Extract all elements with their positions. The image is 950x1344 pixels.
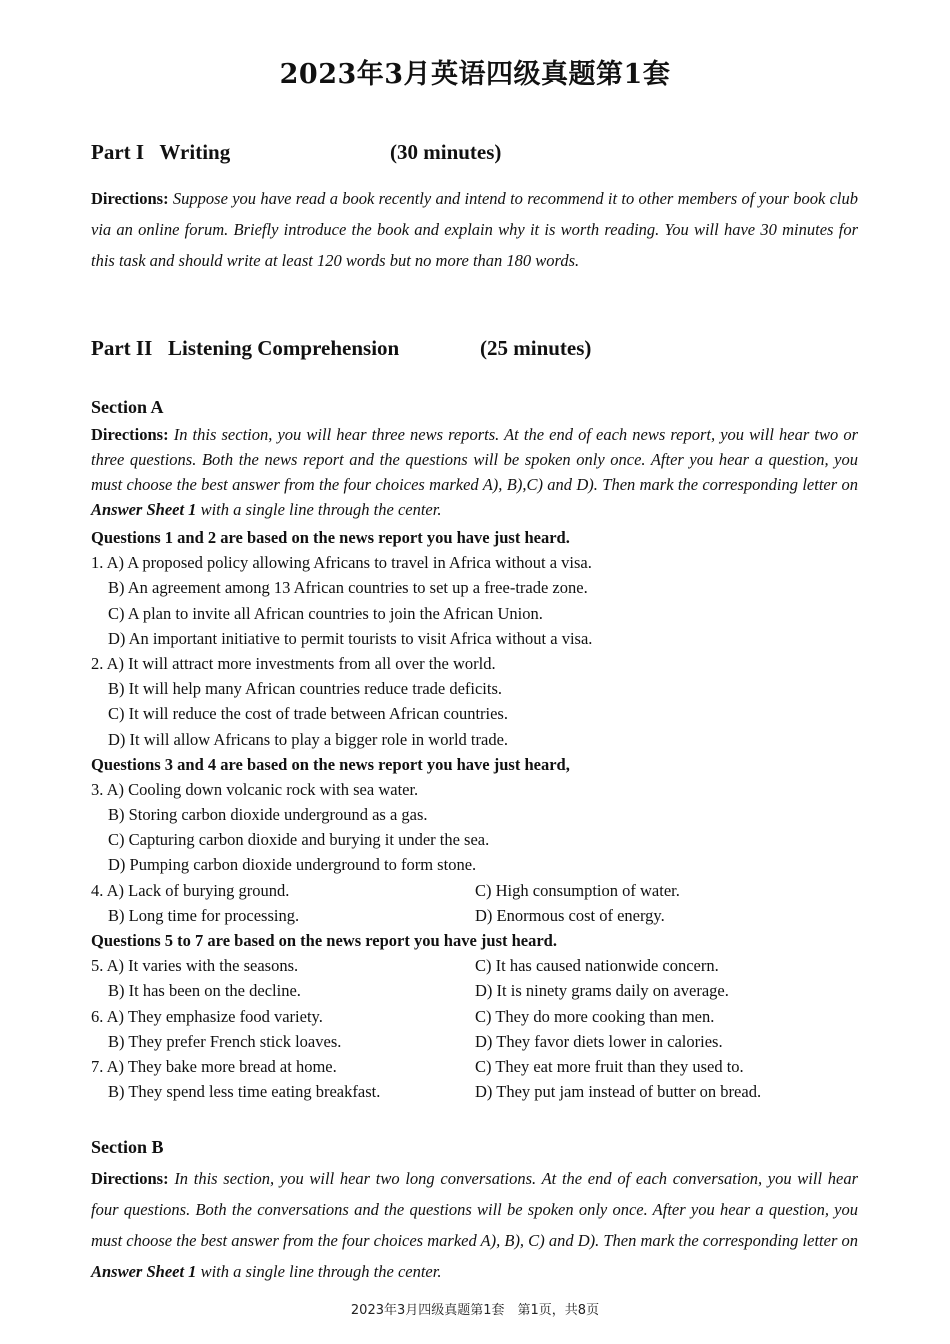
q1-option-a: 1. A) A proposed policy allowing Africans to travel in Africa without a visa. (91, 553, 592, 573)
q1-option-d: D) An important initiative to permit tourists to visit Africa without a visa. (108, 628, 593, 648)
q5-row-1 (91, 953, 858, 978)
q5-row-2 (91, 978, 858, 1003)
q4-option-d: D) Enormous cost of energy. (475, 905, 665, 925)
q6-option-d: D) They favor diets lower in calories. (475, 1031, 723, 1051)
q6-row-1 (91, 1004, 858, 1029)
q4-option-b: B) Long time for processing. (108, 905, 300, 925)
directions-text-end: with a single line through the center. (200, 500, 442, 519)
directions-text: In this section, you will hear two long conversations. At the end of each conversation, you will hear four questions. Both the conversations and the questions will be spoken only once. After you hear a question, you must choose the best answer from the four choices marked A), B), C) and D). Then mark the corresponding letter on (91, 1169, 859, 1250)
part2-time: (25 minutes) (480, 336, 592, 360)
q7-option-b: B) They spend less time eating breakfast. (108, 1082, 381, 1102)
part2-header (91, 336, 858, 361)
q5-option-a: 5. A) It varies with the seasons. (91, 956, 299, 976)
q7-row-1 (91, 1054, 858, 1079)
q4-option-a: 4. A) Lack of burying ground. (91, 880, 290, 900)
q7-option-a: 7. A) They bake more bread at home. (91, 1056, 337, 1076)
q1-option-b: B) An agreement among 13 African countries to set up a free-trade zone. (108, 578, 588, 598)
answer-sheet-ref: Answer Sheet 1 (91, 1262, 197, 1281)
q2-option-c: C) It will reduce the cost of trade between African countries. (108, 704, 508, 724)
directions-label: Directions: (91, 189, 169, 208)
directions-text: In this section, you will hear three news reports. At the end of each news report, you will hear two or three questions. Both the news report and the questions will be spoken only once. After you hear a question, you must choose the best answer from the four choices marked A), B),C) and D). Then mark the corresponding letter on (91, 425, 858, 494)
part1-header (91, 140, 858, 165)
part2-heading: Part II Listening Comprehension (91, 336, 400, 360)
q7-option-c: C) They eat more fruit than they used to. (475, 1056, 744, 1076)
q3-option-a: 3. A) Cooling down volcanic rock with sea water. (91, 779, 419, 799)
q3-option-c: C) Capturing carbon dioxide and burying it under the sea. (108, 830, 490, 850)
page-title: 2023年3月英语四级真题第1套 (279, 59, 671, 90)
q6-option-a: 6. A) They emphasize food variety. (91, 1006, 323, 1026)
directions-label: Directions: (91, 425, 169, 444)
q7-option-d: D) They put jam instead of butter on bread. (475, 1082, 762, 1102)
q4-row-2 (91, 903, 858, 928)
q6-option-b: B) They prefer French stick loaves. (108, 1031, 342, 1051)
q6-option-c: C) They do more cooking than men. (475, 1006, 715, 1026)
q2-option-a: 2. A) It will attract more investments from all over the world. (91, 653, 496, 673)
page-footer: 2023年3月四级真题第1套 第1页，共8页 (350, 1303, 600, 1318)
directions-text-end: with a single line through the center. (200, 1262, 442, 1281)
question-group-heading: Questions 3 and 4 are based on the news report you have just heard, (91, 754, 570, 774)
section-b-directions (91, 1163, 858, 1287)
section-a-questions (91, 525, 858, 1104)
question-group-heading: Questions 1 and 2 are based on the news report you have just heard. (91, 528, 570, 547)
part1-time: (30 minutes) (390, 140, 502, 164)
answer-sheet-ref: Answer Sheet 1 (91, 500, 197, 519)
part1-directions (91, 183, 858, 276)
section-a-directions (91, 422, 858, 522)
q1-option-c: C) A plan to invite all African countries to join the African Union. (108, 603, 543, 623)
q4-row-1 (91, 878, 858, 903)
q5-option-d: D) It is ninety grams daily on average. (475, 981, 729, 1001)
q3-option-d: D) Pumping carbon dioxide underground to form stone. (108, 855, 477, 875)
q4-option-c: C) High consumption of water. (475, 880, 680, 900)
part1-heading: Part I Writing (91, 140, 231, 164)
question-group-heading: Questions 5 to 7 are based on the news report you have just heard. (91, 931, 557, 950)
q5-option-c: C) It has caused nationwide concern. (475, 956, 719, 976)
section-b-title: Section B (91, 1137, 164, 1157)
q2-option-b: B) It will help many African countries reduce trade deficits. (108, 679, 503, 699)
section-a-title: Section A (91, 397, 164, 417)
q2-option-d: D) It will allow Africans to play a bigger role in world trade. (108, 729, 509, 749)
directions-text: Suppose you have read a book recently and intend to recommend it to other members of your book club via an online forum. Briefly introduce the book and explain why it is worth reading. You will have 30 minutes for this task and should write at least 120 words but no more than 180 words. (91, 189, 859, 270)
q3-option-b: B) Storing carbon dioxide underground as a gas. (108, 805, 428, 825)
q7-row-2 (91, 1079, 858, 1104)
q6-row-2 (91, 1029, 858, 1054)
directions-label: Directions: (91, 1169, 169, 1188)
q5-option-b: B) It has been on the decline. (108, 981, 301, 1001)
